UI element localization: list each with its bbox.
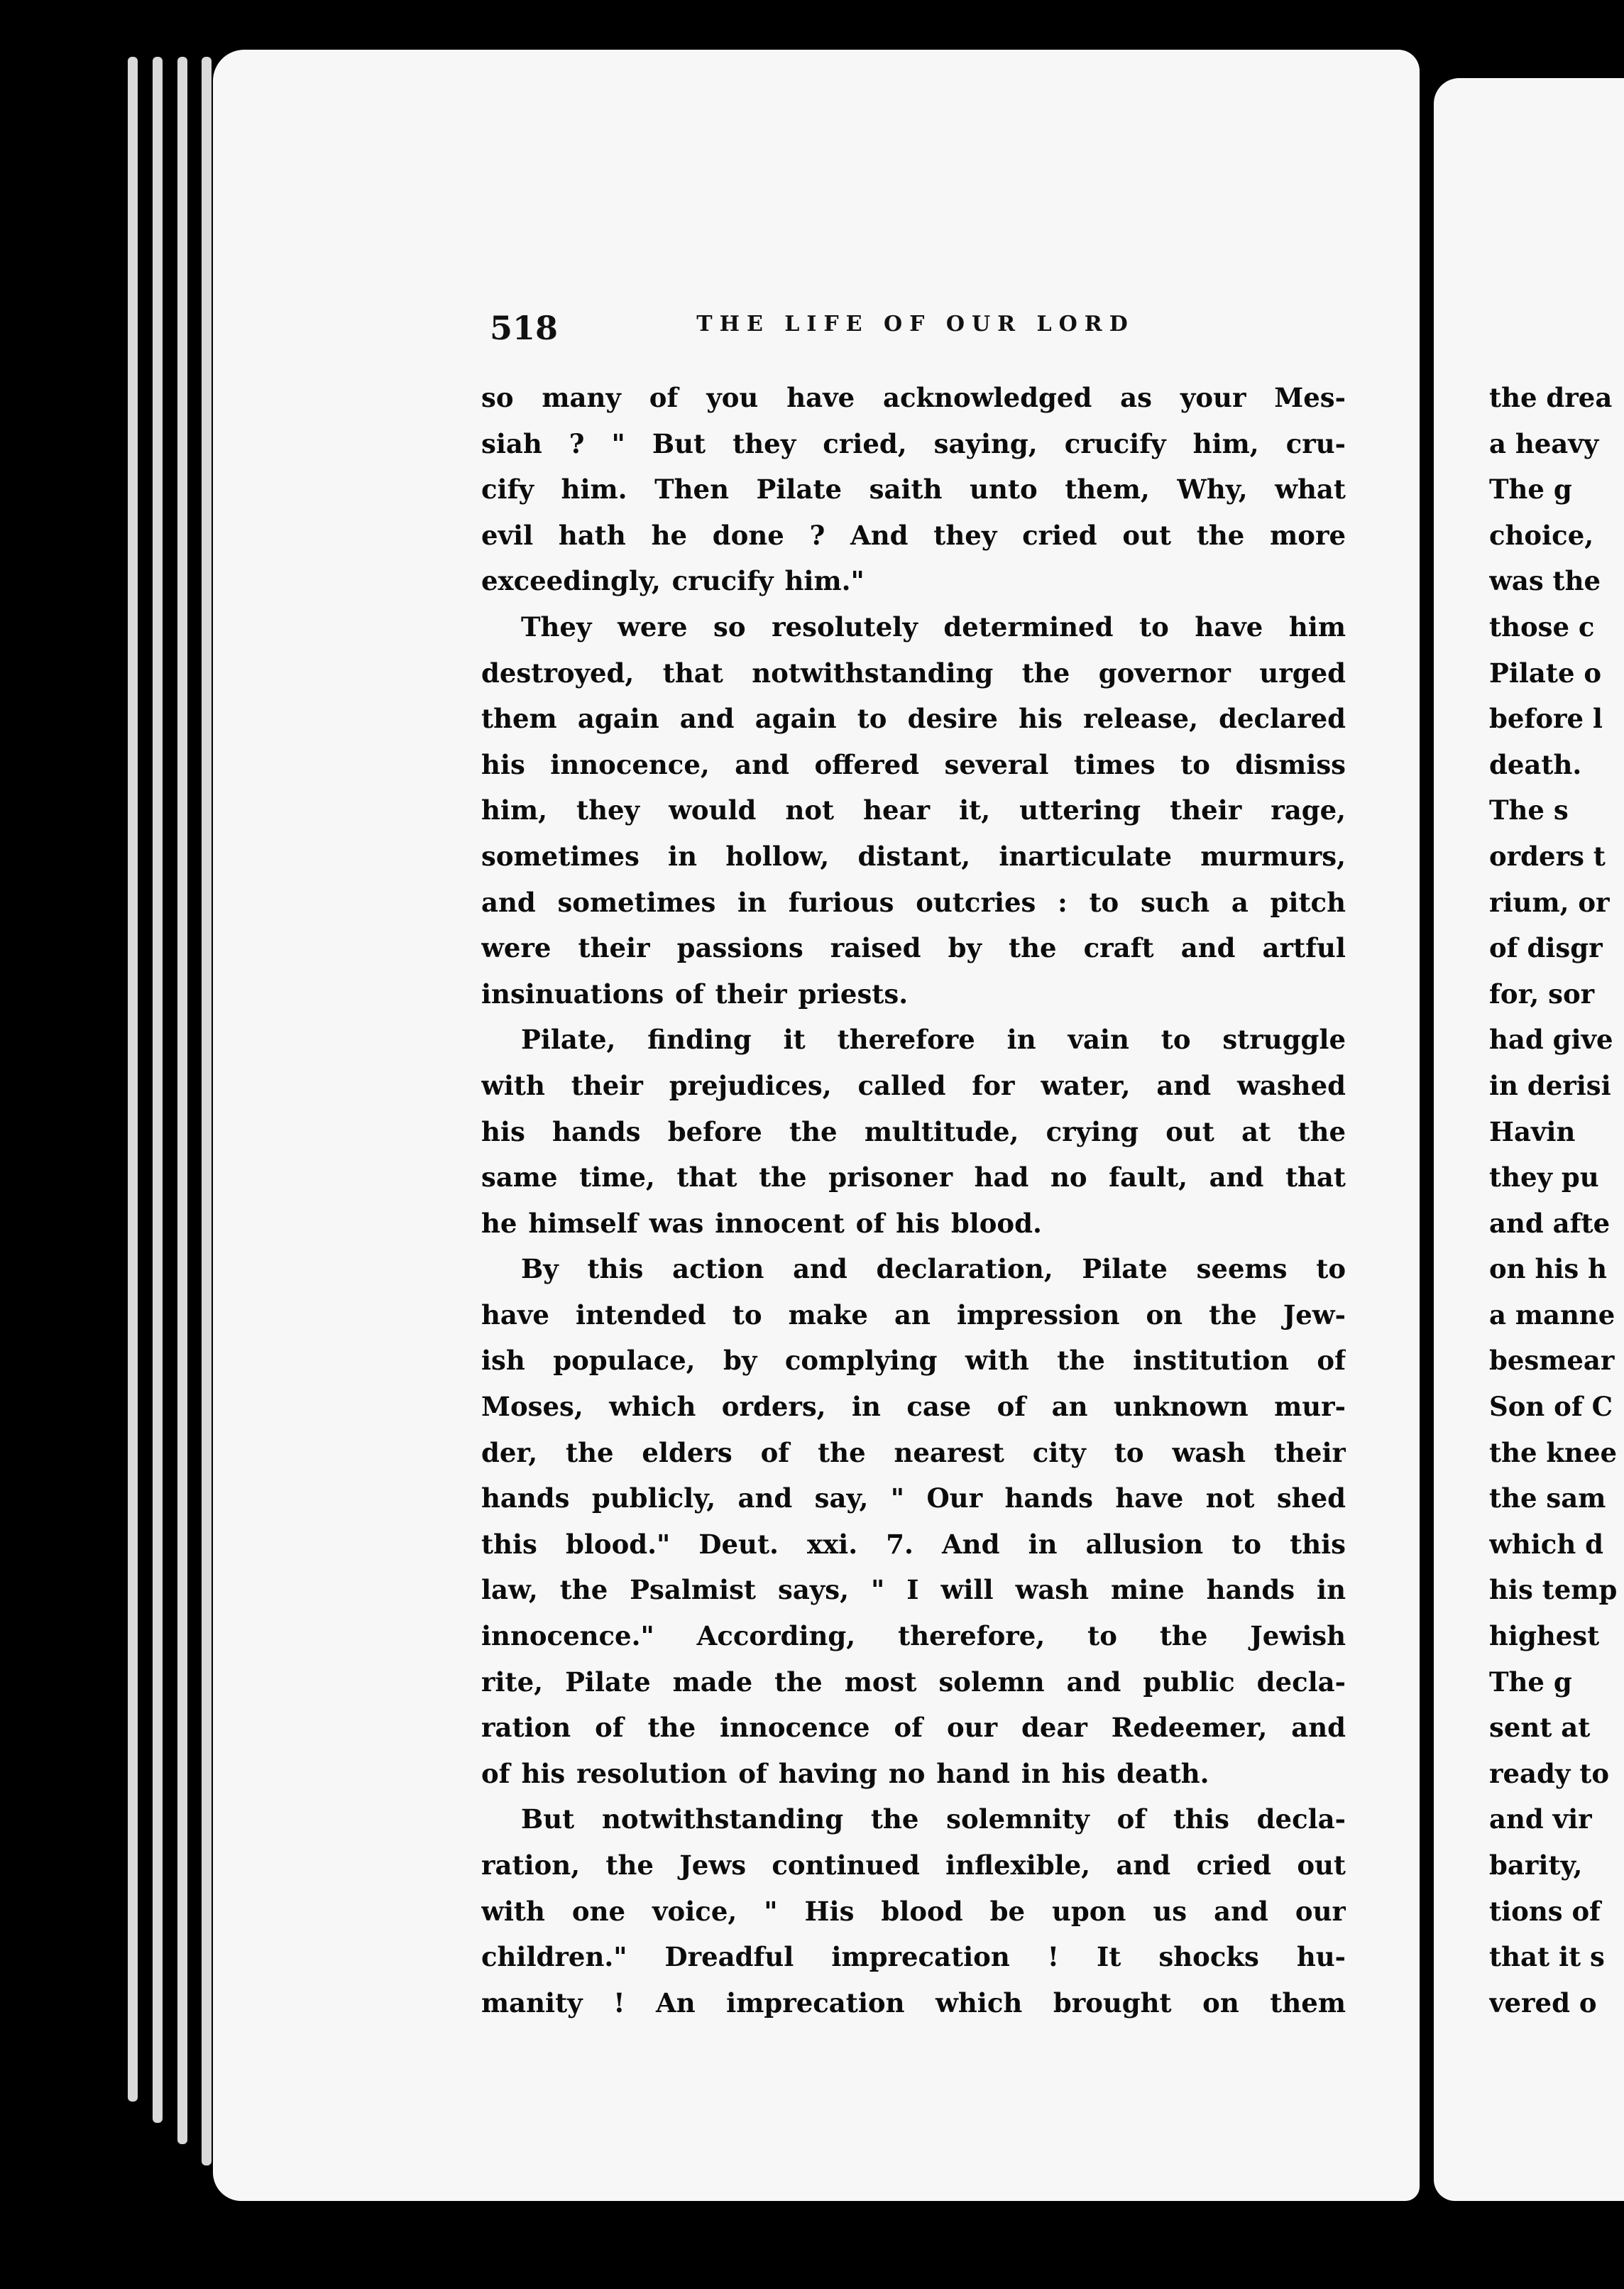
fragment-line: for, sor	[1489, 978, 1595, 1010]
paragraph-2	[481, 604, 1346, 1017]
fragment-line: a heavy	[1489, 427, 1599, 459]
text-line: Pilate, finding it therefore in vain to struggle	[521, 1024, 1346, 1056]
text-line: he himself was innocent of his blood.	[481, 1207, 1042, 1239]
fragment-line: of disgr	[1489, 932, 1603, 964]
text-line: rite, Pilate made the most solemn and public decla-	[481, 1666, 1346, 1698]
text-line: insinuations of their priests.	[481, 978, 909, 1010]
fragment-line: ready to	[1489, 1757, 1610, 1789]
fragment-line: his temp	[1489, 1574, 1618, 1606]
fragment-line: death.	[1489, 748, 1582, 780]
page-edge-2	[153, 57, 163, 2123]
paragraph-1	[481, 375, 1346, 604]
paragraph-5	[481, 1796, 1346, 2026]
fragment-line: was the	[1489, 565, 1601, 597]
text-line: ration of the innocence of our dear Redeemer, and	[481, 1712, 1346, 1744]
fragment-line: which d	[1489, 1528, 1603, 1560]
fragment-line: a manne	[1489, 1299, 1615, 1331]
fragment-line: had give	[1489, 1024, 1613, 1056]
text-line: with one voice, " His blood be upon us and our	[481, 1895, 1346, 1927]
right-page-text	[1489, 375, 1624, 2026]
text-line: sometimes in hollow, distant, inarticulate murmurs,	[481, 840, 1346, 872]
text-line: By this action and declaration, Pilate seems to	[521, 1253, 1346, 1285]
text-line: der, the elders of the nearest city to wash their	[481, 1436, 1346, 1468]
text-line: were their passions raised by the craft and artful	[481, 932, 1346, 964]
fragment-line: the sam	[1489, 1482, 1606, 1514]
fragment-line: The s	[1489, 794, 1569, 826]
text-line: manity ! An imprecation which brought on them	[481, 1987, 1346, 2018]
text-line: him, they would not hear it, uttering their rage,	[481, 794, 1346, 826]
text-line: hands publicly, and say, " Our hands have not shed	[481, 1482, 1346, 1514]
text-line: ration, the Jews continued inflexible, and cried out	[481, 1850, 1346, 1881]
fragment-line: highest	[1489, 1620, 1600, 1652]
text-line: his innocence, and offered several times to dismiss	[481, 748, 1346, 780]
fragment-line: tions of	[1489, 1895, 1601, 1927]
text-line: them again and again to desire his release, declared	[481, 703, 1346, 735]
text-line: But notwithstanding the solemnity of this decla-	[521, 1803, 1346, 1835]
text-line: of his resolution of having no hand in his death.	[481, 1757, 1209, 1789]
fragment-line: before l	[1489, 703, 1603, 735]
fragment-line: Son of C	[1489, 1391, 1613, 1423]
text-line: Moses, which orders, in case of an unknown mur-	[481, 1391, 1346, 1423]
paragraph-3	[481, 1017, 1346, 1246]
fragment-line: those c	[1489, 611, 1595, 643]
text-line: with their prejudices, called for water, and washed	[481, 1069, 1346, 1101]
fragment-line: on his h	[1489, 1253, 1608, 1285]
text-line: his hands before the multitude, crying out at the	[481, 1115, 1346, 1147]
text-line: so many of you have acknowledged as your Mes-	[481, 382, 1346, 413]
running-title: THE LIFE OF OUR LORD	[696, 312, 1135, 337]
fragment-line: that it s	[1489, 1941, 1605, 1973]
page-number: 518	[490, 309, 559, 347]
fragment-line: barity,	[1489, 1850, 1583, 1881]
text-line: cify him. Then Pilate saith unto them, Why, what	[481, 474, 1346, 506]
page-edge-1	[128, 57, 138, 2102]
text-line: this blood." Deut. xxi. 7. And in allusion to this	[481, 1528, 1346, 1560]
fragment-line: The g	[1489, 474, 1572, 506]
fragment-line: sent at	[1489, 1712, 1591, 1744]
fragment-line: Havin	[1489, 1115, 1576, 1147]
body-text	[481, 375, 1346, 2026]
text-line: innocence." According, therefore, to the Jewish	[481, 1620, 1346, 1652]
fragment-line: besmear	[1489, 1345, 1615, 1377]
fragment-line: the knee	[1489, 1436, 1618, 1468]
text-line: law, the Psalmist says, " I will wash mine hands in	[481, 1574, 1346, 1606]
text-line: have intended to make an impression on the Jew-	[481, 1299, 1346, 1331]
text-line: evil hath he done ? And they cried out the more	[481, 519, 1346, 551]
text-line: exceedingly, crucify him."	[481, 565, 865, 597]
fragment-line: choice,	[1489, 519, 1594, 551]
fragment-line: and vir	[1489, 1803, 1592, 1835]
text-line: children." Dreadful imprecation ! It shocks hu-	[481, 1941, 1346, 1973]
fragment-line: and afte	[1489, 1207, 1611, 1239]
fragment-line: the drea	[1489, 382, 1613, 413]
fragment-line: The g	[1489, 1666, 1572, 1698]
fragment-line: orders t	[1489, 840, 1606, 872]
text-line: destroyed, that notwithstanding the governor urged	[481, 657, 1346, 689]
text-line: They were so resolutely determined to have him	[521, 611, 1346, 643]
text-line: and sometimes in furious outcries : to such a pitch	[481, 886, 1346, 918]
text-line: siah ? " But they cried, saying, crucify him, cru-	[481, 427, 1346, 459]
fragment-line: they pu	[1489, 1162, 1599, 1193]
page-edge-4	[202, 57, 212, 2165]
paragraph-4	[481, 1246, 1346, 1796]
text-line: same time, that the prisoner had no fault, and that	[481, 1162, 1346, 1193]
fragment-line: vered o	[1489, 1987, 1597, 2018]
page-edge-3	[177, 57, 187, 2144]
text-line: ish populace, by complying with the institution of	[481, 1345, 1346, 1377]
fragment-line: Pilate o	[1489, 657, 1602, 689]
running-head	[490, 309, 1342, 351]
fragment-line: in derisi	[1489, 1069, 1611, 1101]
fragment-line: rium, or	[1489, 886, 1610, 918]
